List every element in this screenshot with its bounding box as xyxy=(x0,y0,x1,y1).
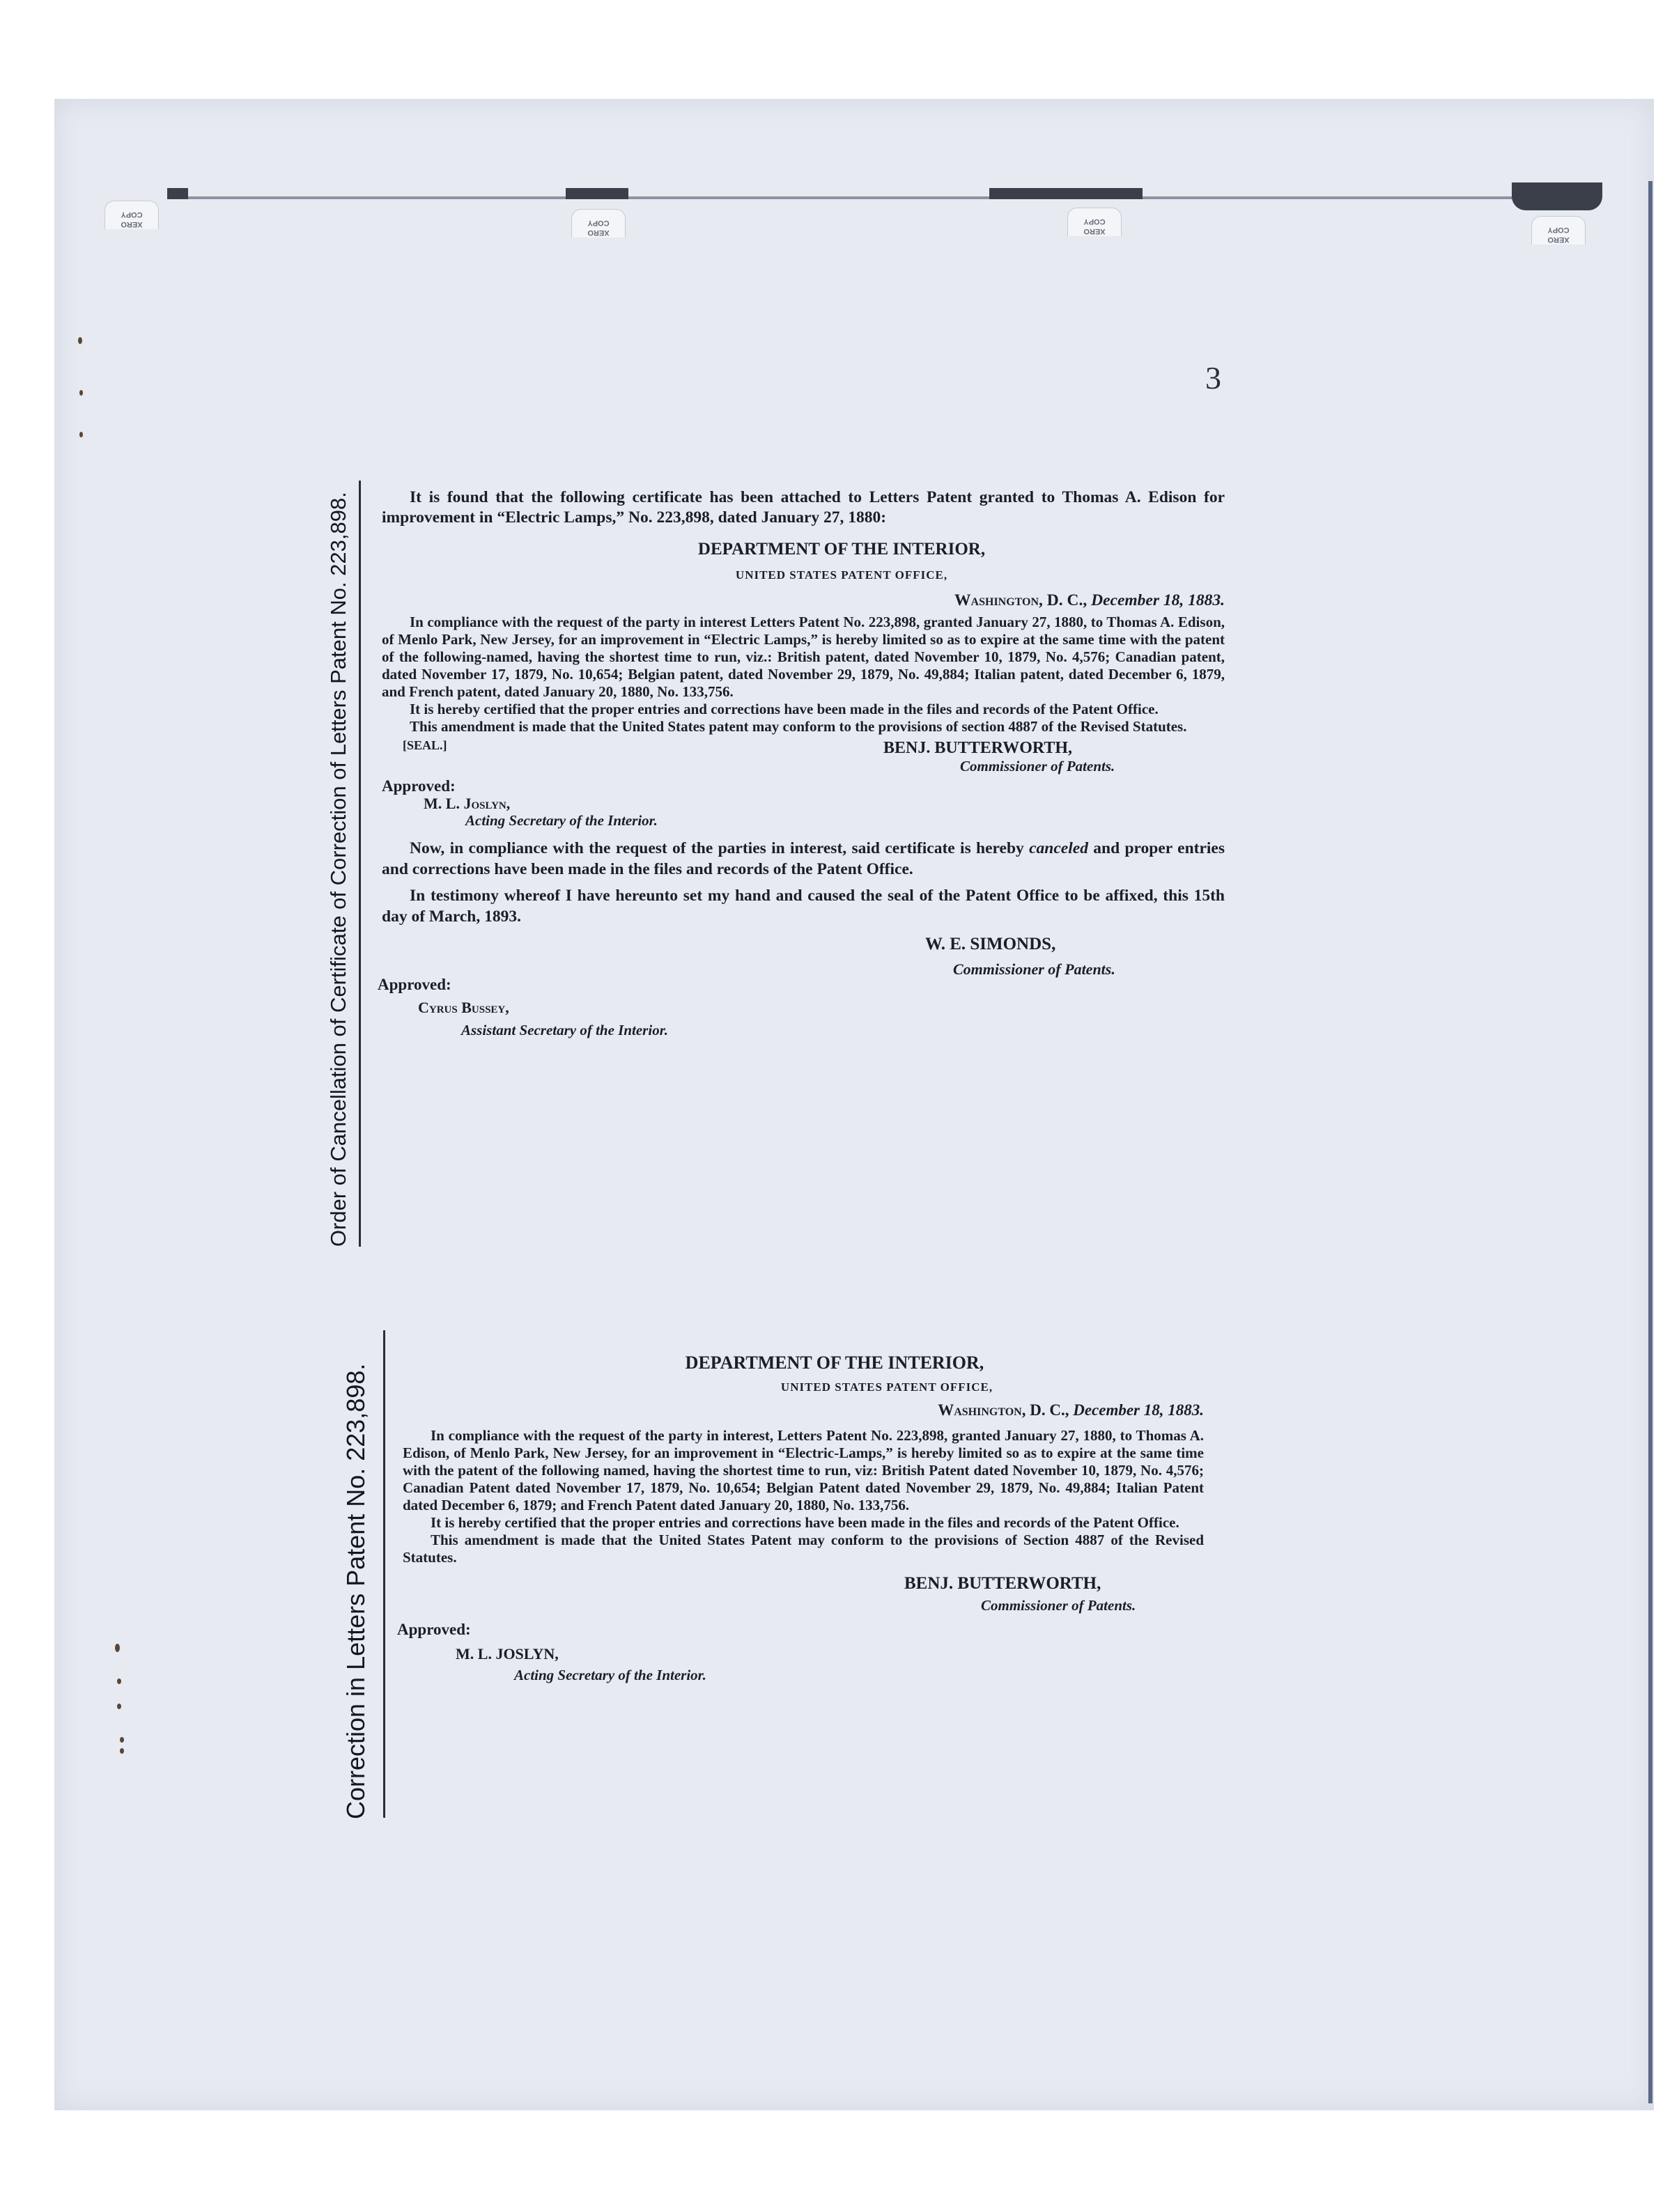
section1-para4-text-a: Now, in compliance with the request of the parties in interest, said certificate is hereby xyxy=(410,839,1030,857)
section2-approved: Approved: xyxy=(397,1621,471,1638)
section1-certificate xyxy=(382,614,1225,830)
section1-approved2: Approved: xyxy=(378,976,451,993)
section1-office: UNITED STATES PATENT OFFICE, xyxy=(735,568,948,582)
section2-approver: M. L. JOSLYN, xyxy=(456,1645,559,1662)
section1-intro: It is found that the following certificate has been attached to Letters Patent granted to Thomas A. Edison for improvement in “Electric Lamps,” No. 223,898, dated January 27, 1880: xyxy=(382,488,1225,527)
section2-para3: This amendment is made that the United States Patent may conform to the provisions of Section 4887 of the Revised Statutes. xyxy=(403,1532,1204,1566)
section1-para2: It is hereby certified that the proper entries and corrections have been made in the files and records of the Patent Office. xyxy=(410,701,1159,717)
speck xyxy=(117,1679,121,1684)
tab-shadow xyxy=(989,188,1143,199)
section2-department: DEPARTMENT OF THE INTERIOR, xyxy=(685,1353,984,1373)
section2-para2: It is hereby certified that the proper entries and corrections have been made in the files and records of the Patent Office. xyxy=(431,1514,1179,1531)
tab-shadow xyxy=(167,188,188,199)
section2-approver-title: Acting Secretary of the Interior. xyxy=(514,1667,706,1683)
tab-shadow xyxy=(1512,182,1602,210)
section1-para5: In testimony whereof I have hereunto set my hand and caused the seal of the Patent Office to be affixed, this 15th day of March, 1893. xyxy=(382,887,1225,926)
speck xyxy=(120,1737,124,1743)
section2-side-title-text: Correction in Letters Patent No. 223,898. xyxy=(341,1363,370,1819)
xero-copy-tab-4: XERO COPY xyxy=(1531,216,1586,244)
section1-date: December 18, 1883. xyxy=(1091,591,1225,609)
document-sheet xyxy=(54,99,1654,2110)
section2-office: UNITED STATES PATENT OFFICE, xyxy=(780,1380,993,1394)
section2-signature-block xyxy=(403,1566,1204,1615)
section1-para4 xyxy=(382,838,1225,880)
tab-shadow xyxy=(566,188,628,199)
speck xyxy=(79,390,83,396)
section1-signature2-block xyxy=(382,927,1225,987)
xero-copy-tab-3: XERO COPY xyxy=(1067,208,1122,236)
section1-approver2-title: Assistant Secretary of the Interior. xyxy=(461,1022,668,1038)
section2-vertical-rule xyxy=(383,1330,385,1818)
section1-signer2-title: Commissioner of Patents. xyxy=(953,960,1115,978)
section1-signer1: BENJ. BUTTERWORTH, xyxy=(883,739,1073,757)
section2-date: December 18, 1883. xyxy=(1073,1401,1204,1419)
section2-signer: BENJ. BUTTERWORTH, xyxy=(904,1574,1101,1593)
section1-seal: [SEAL.] xyxy=(403,738,447,752)
section1-place: Washington, D. C., xyxy=(954,591,1092,609)
xero-copy-tab-1: XERO COPY xyxy=(104,201,159,229)
section1-body xyxy=(378,488,1225,1041)
section1-approver2: Cyrus Bussey, xyxy=(418,999,509,1016)
section1-department: DEPARTMENT OF THE INTERIOR, xyxy=(697,540,986,559)
top-edge-line xyxy=(188,196,1519,199)
section1-approver1-title: Acting Secretary of the Interior. xyxy=(465,812,658,829)
page-number: 3 xyxy=(1205,360,1221,396)
sheet-edge-shadow xyxy=(1648,181,1652,2103)
speck xyxy=(79,432,83,437)
section1-signer2: W. E. SIMONDS, xyxy=(925,935,1056,953)
section2-body xyxy=(397,1353,1204,1684)
xero-copy-tab-2: XERO COPY xyxy=(571,209,626,237)
section2-certificate xyxy=(403,1427,1204,1566)
section1-approved1: Approved: xyxy=(382,777,456,795)
speck xyxy=(115,1644,120,1652)
section1-para3: This amendment is made that the United States patent may conform to the provisions of section 4887 of the Revised Statutes. xyxy=(410,718,1187,735)
section2-place-date xyxy=(403,1401,1204,1419)
section1-para1: In compliance with the request of the party in interest Letters Patent No. 223,898, granted January 27, 1880, to Thomas A. Edison, of Menlo Park, New Jersey, for an improvement in “Electric Lamps,” is hereby limited so as to expire at the same time with the patent of the following-named, having the shortest time to run, viz.: British patent, dated November 10, 1879, No. 4,576; Canadian patent, dated November 17, 1879, No. 10,654; Belgian patent, dated November 29, 1879, No. 49,884; Italian patent, dated December 6, 1879, and French patent, dated January 20, 1880, No. 133,756. xyxy=(382,614,1225,700)
section1-place-date xyxy=(382,591,1225,611)
section1-signature-block xyxy=(382,735,1225,774)
speck xyxy=(117,1704,121,1709)
section2-para1: In compliance with the request of the party in interest, Letters Patent No. 223,898, granted January 27, 1880, to Thomas A. Edison, of Menlo Park, New Jersey, for an improvement in “Electric-Lamps,” is hereby limited so as to expire at the same time with the patent of the following named, having the shortest time to run, viz: British Patent dated November 10, 1879, No. 4,576; Canadian Patent dated November 17, 1879, No. 10,654; Belgian Patent dated November 29, 1879, No. 49,884; Italian Patent dated December 6, 1879; and French Patent dated January 20, 1880, No. 133,756. xyxy=(403,1427,1204,1513)
section1-vertical-rule xyxy=(359,481,361,1247)
section1-signer1-title: Commissioner of Patents. xyxy=(960,758,1115,774)
speck xyxy=(78,337,82,344)
section1-para4-text-b: and proper entries and corrections have been made in the files and records of the Patent Office. xyxy=(382,839,1225,878)
section2-place: Washington, D. C., xyxy=(938,1401,1074,1419)
speck xyxy=(120,1748,124,1754)
section1-side-title-text: Order of Cancellation of Certificate of Correction of Letters Patent No. 223,898. xyxy=(326,492,350,1247)
section1-para4-em: canceled xyxy=(1029,839,1088,857)
section2-signer-title: Commissioner of Patents. xyxy=(981,1597,1136,1614)
section1-approver1: M. L. Joslyn, xyxy=(424,795,511,812)
